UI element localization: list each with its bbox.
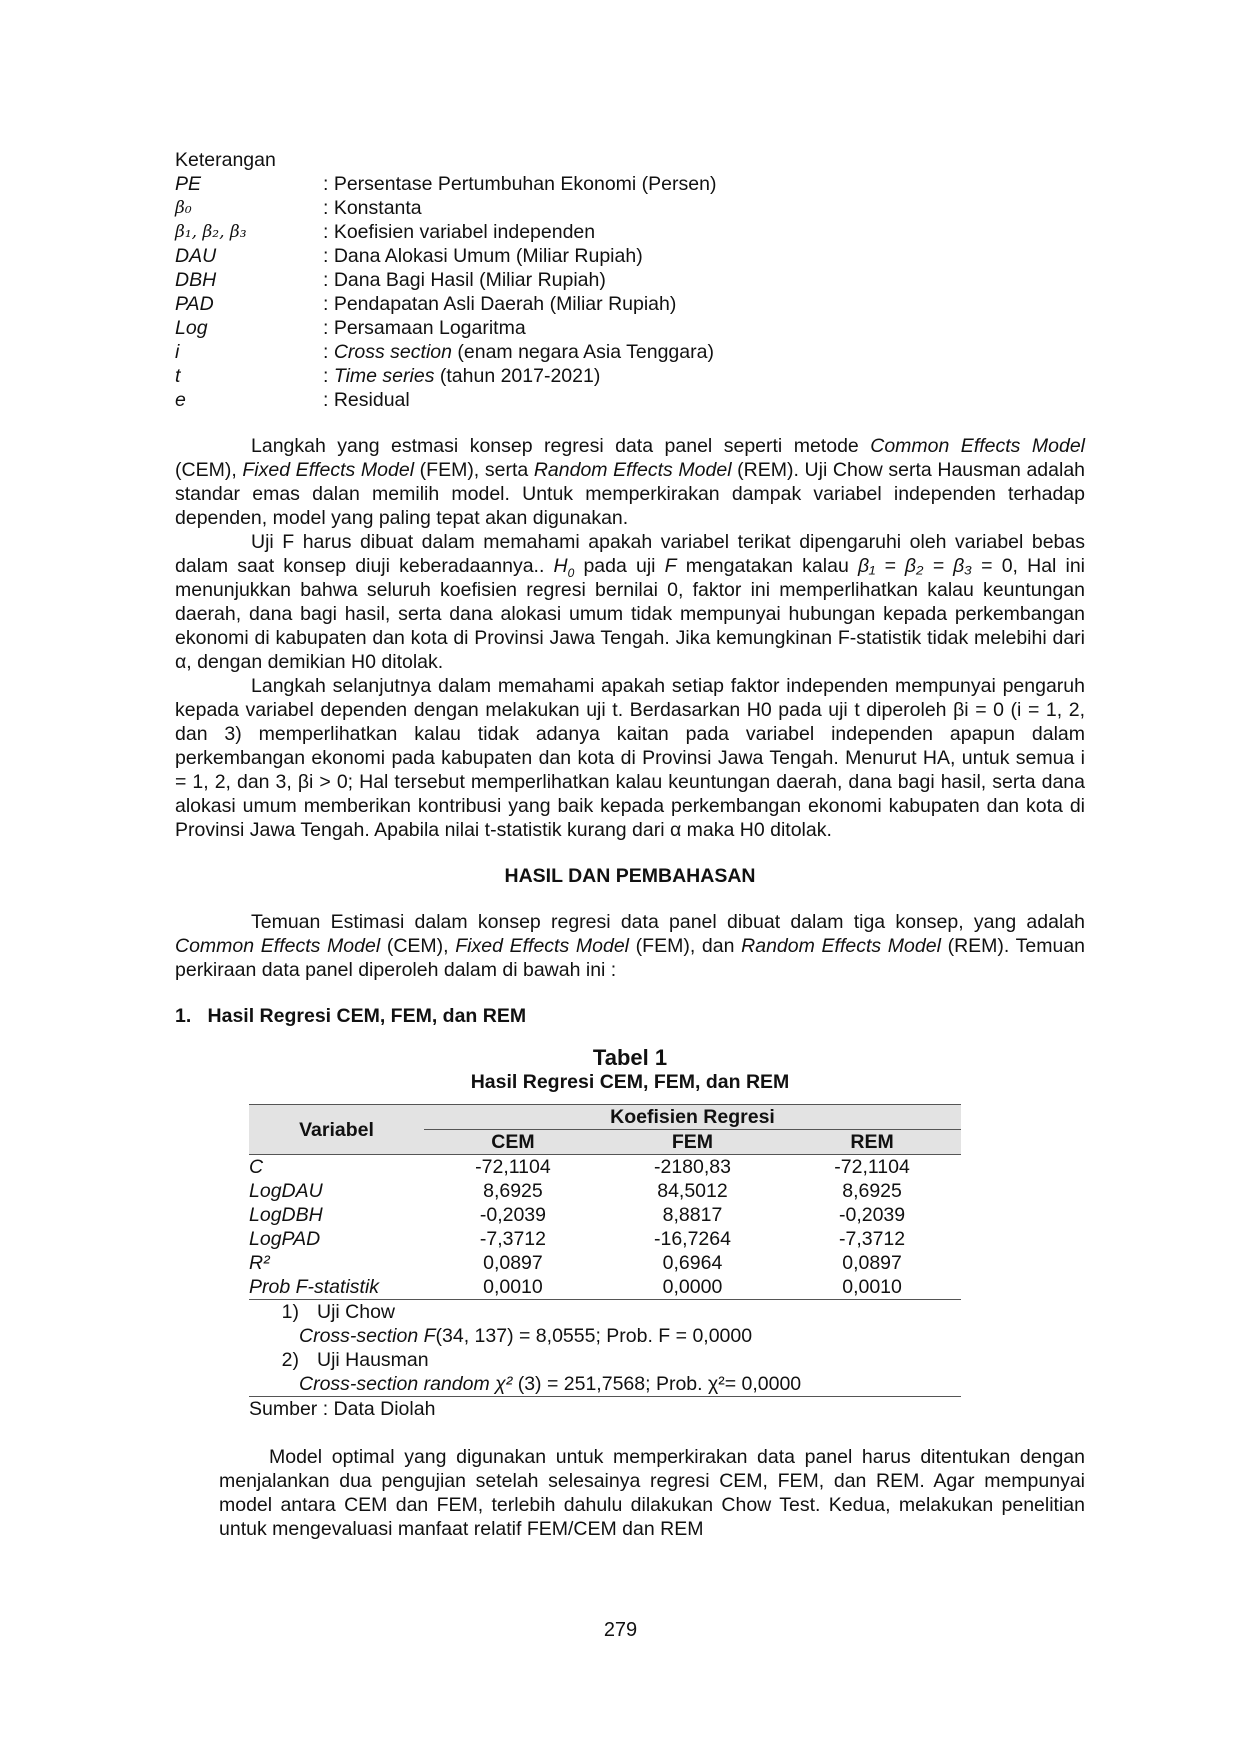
table-row: LogDAU 8,6925 84,5012 8,6925 — [249, 1180, 902, 1202]
header-fem: FEM — [602, 1130, 783, 1155]
legend-row: i : Cross section (enam negara Asia Tenggara) — [175, 341, 714, 363]
header-group: Koefisien Regresi — [424, 1105, 961, 1130]
header-cem: CEM — [424, 1130, 602, 1155]
variable-legend — [175, 172, 1085, 412]
page-number: 279 — [603, 1619, 638, 1641]
paragraph-results: Temuan Estimasi dalam konsep regresi data panel dibuat dalam tiga konsep, yang adalah Common Effects Model (CEM), Fixed Effects Model (FEM), dan Random Effects Model (REM). Temuan perkiraan data panel diperoleh dalam di bawah ini : — [175, 911, 1086, 981]
header-variable: Variabel — [249, 1105, 424, 1155]
table-row: LogPAD -7,3712 -16,7264 -7,3712 — [249, 1228, 906, 1250]
page-content — [175, 148, 1085, 1541]
legend-row: Log : Persamaan Logaritma — [175, 317, 526, 339]
legend-row: PE : Persentase Pertumbuhan Ekonomi (Persen) — [175, 173, 717, 195]
table-notes — [249, 1300, 961, 1421]
legend-row: DBH : Dana Bagi Hasil (Miliar Rupiah) — [175, 269, 606, 291]
legend-row: DAU : Dana Alokasi Umum (Miliar Rupiah) — [175, 245, 643, 267]
regression-table-wrap — [249, 1104, 961, 1421]
note-label: 2) Uji Hausman — [281, 1349, 429, 1371]
legend-row: t : Time series (tahun 2017-2021) — [175, 365, 601, 387]
note-detail: Cross-section random χ² (3) = 251,7568; Prob. χ²= 0,0000 — [249, 1372, 961, 1397]
table-caption: Tabel 1 — [592, 1045, 668, 1070]
paragraph-model-selection: Model optimal yang digunakan untuk memperkirakan data panel harus ditentukan dengan menjalankan dua pengujian setelah selesainya regresi CEM, FEM, dan REM. Agar mempunyai model antara CEM dan FEM, terlebih dahulu dilakukan Chow Test. Kedua, melakukan penelitian untuk mengevaluasi manfaat relatif FEM/CEM dan REM — [219, 1446, 1085, 1540]
table-row: R² 0,0897 0,6964 0,0897 — [249, 1252, 902, 1274]
section-title: HASIL DAN PEMBAHASAN — [504, 865, 756, 887]
table-row: C -72,1104 -2180,83 -72,1104 — [249, 1156, 910, 1178]
paragraph-f-test: Uji F harus dibuat dalam memahami apakah variabel terikat dipengaruhi oleh variabel bebas dalam saat konsep diuji keberadaannya.. $H_0$ pada uji F mengatakan kalau β₁ = β₂ = β₃ = 0, Hal ini menunjukkan bahwa seluruh koefisien regresi bernilai 0, faktor ini memperlihatkan kalau keuntungan daerah, dana bagi hasil, serta dana alokasi umum tidak mempunyai hubungan kepada perkembangan ekonomi di kabupaten dan kota di Provinsi Jawa Tengah. Jika kemungkinan F-statistik tidak melebihi dari α, dengan demikian H0 ditolak. — [175, 531, 1086, 673]
regression-table — [249, 1104, 961, 1300]
legend-row: β₁, β₂, β₃ : Koefisien variabel independen — [175, 221, 596, 243]
note-label: 1) Uji Chow — [281, 1301, 396, 1323]
header-rem: REM — [783, 1130, 961, 1155]
legend-title: Keterangan — [175, 149, 276, 171]
note-detail: Cross-section F(34, 137) = 8,0555; Prob. F = 0,0000 — [299, 1325, 753, 1347]
legend-row: PAD : Pendapatan Asli Daerah (Miliar Rupiah) — [175, 293, 677, 315]
table-row: Prob F-statistik 0,0010 0,0000 0,0010 — [249, 1275, 961, 1300]
table-title: Hasil Regresi CEM, FEM, dan REM — [470, 1071, 790, 1093]
paragraph-t-test: Langkah selanjutnya dalam memahami apakah setiap faktor independen mempunyai pengaruh kepada variabel dependen dengan melakukan uji t. Berdasarkan H0 pada uji t diperoleh βi = 0 (i = 1, 2, dan 3) memperlihatkan kalau tidak adanya kaitan pada variabel independen apapun dalam perkembangan ekonomi pada kabupaten dan kota di Provinsi Jawa Tengah. Menurut HA, untuk semua i = 1, 2, dan 3, βi > 0; Hal tersebut memperlihatkan kalau keuntungan daerah, dana bagi hasil, serta dana alokasi umum memberikan kontribusi yang baik kepada perkembangan ekonomi kabupaten dan kota di Provinsi Jawa Tengah. Apabila nilai t-statistik kurang dari α maka H0 ditolak. — [175, 675, 1085, 841]
legend-row: e : Residual — [175, 389, 410, 411]
paragraph-methods: Langkah yang estmasi konsep regresi data panel seperti metode Common Effects Model (CEM), Fixed Effects Model (FEM), serta Random Effects Model (REM). Uji Chow serta Hausman adalah standar emas dalan memilih model. Untuk memperkirakan dampak variabel independen terhadap dependen, model yang paling tepat akan digunakan. — [175, 435, 1086, 529]
legend-row: β₀ : Konstanta — [175, 197, 422, 219]
table-row: LogDBH -0,2039 8,8817 -0,2039 — [249, 1204, 906, 1226]
table-source: Sumber : Data Diolah — [249, 1398, 436, 1420]
subheading: 1. Hasil Regresi CEM, FEM, dan REM — [175, 1005, 527, 1027]
